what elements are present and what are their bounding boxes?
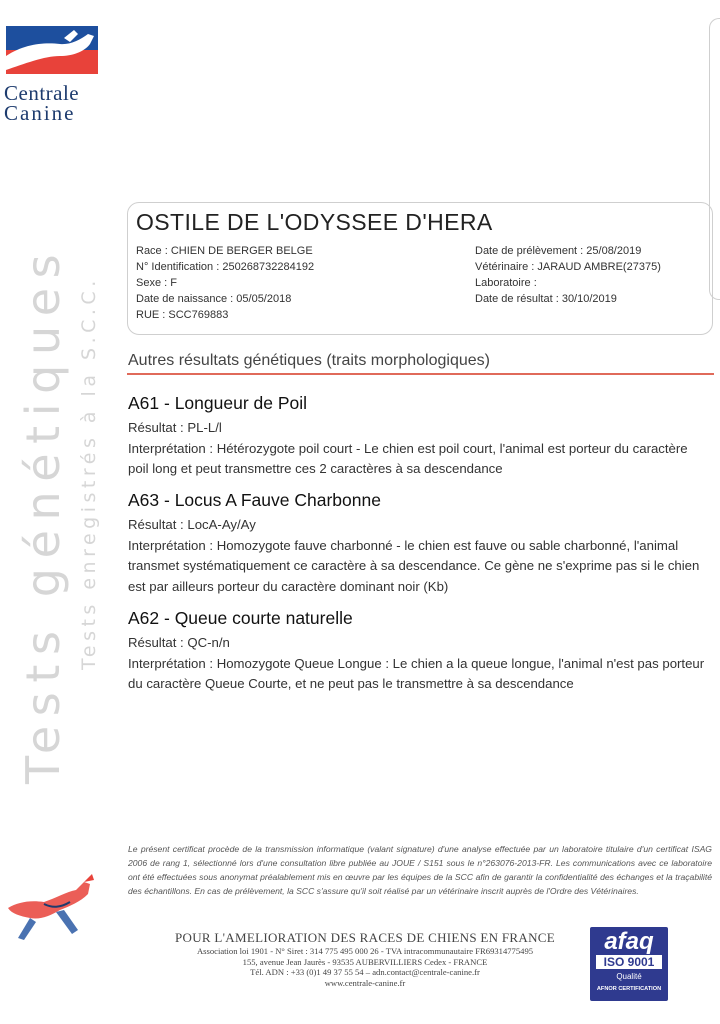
- test-result: Résultat : LocA-Ay/Ay: [128, 517, 256, 532]
- logo-text-canine: Canine: [4, 101, 76, 125]
- test-result: Résultat : PL-L/l: [128, 420, 222, 435]
- footer-address: [140, 930, 590, 988]
- info-sexe: Sexe : F: [136, 277, 177, 289]
- info-veterinaire: Vétérinaire : JARAUD AMBRE(27375): [475, 261, 661, 273]
- legal-disclaimer: Le présent certificat procède de la transmission informatique (valant signature) d'une analyse effectuée par un laboratoire titulaire d'un certificat ISAG 2006 de rang 1, sélectionné lors d'une consultation libre publiée au JOUE / S151 sous le n°263076-2013-FR. Les communications avec ce laboratoire ont été effectuées sous anonymat préalablement mis en œuvre par les équipes de la SCC afin de garantir la confidentialité des échanges et la traçabilité des échantillons. En cas de prélèvement, la SCC s'assure qu'il soit réalisé par un vétérinaire inscrit auprès de l'Ordre des Vétérinaires.: [128, 844, 712, 896]
- dog-name: OSTILE DE L'ODYSSEE D'HERA: [136, 209, 493, 235]
- afaq-iso-9001-badge: [590, 927, 668, 1001]
- dog-info-left: [136, 243, 314, 323]
- footer-association: Association loi 1901 - N° Siret : 314 775 495 000 26 - TVA intracommunautaire FR69314775495: [196, 946, 534, 956]
- test-a63: [128, 490, 708, 597]
- section-title: Autres résultats génétiques (traits morphologiques): [128, 352, 490, 369]
- dog-info-right: [475, 243, 661, 307]
- afaq-brand: afaq: [604, 928, 654, 955]
- test-interpretation: Interprétation : Homozygote fauve charbonné - le chien est fauve ou sable charbonné, l'animal transmet systématiquement ce caractère à sa descendance. Ce gène ne s'exprime pas si le chien est par ailleurs porteur du caractère dominant noir (Kb): [128, 537, 700, 594]
- footer-title: POUR L'AMELIORATION DES RACES DE CHIENS EN FRANCE: [175, 930, 555, 945]
- test-result: Résultat : QC-n/n: [128, 635, 230, 650]
- info-rue: RUE : SCC769883: [136, 309, 229, 321]
- info-identification: N° Identification : 250268732284192: [136, 261, 315, 273]
- test-title: A63 - Locus A Fauve Charbonne: [128, 490, 381, 510]
- afaq-quality: Qualité: [616, 972, 642, 981]
- dog-head-logo-icon: [4, 24, 100, 76]
- test-a61: [128, 393, 708, 480]
- section-divider: [127, 373, 714, 375]
- vertical-subtitle-tests-enregistres: Tests enregistrés à la S.C.C.: [78, 276, 100, 670]
- afaq-cert: ISO 9001: [596, 955, 662, 969]
- info-laboratoire: Laboratoire :: [475, 277, 537, 289]
- dog-info-box: [127, 202, 713, 335]
- footer-contact: Tél. ADN : +33 (0)1 49 37 55 54 – adn.contact@centrale-canine.fr: [250, 967, 480, 977]
- info-date-naissance: Date de naissance : 05/05/2018: [136, 293, 292, 305]
- vertical-title-tests-genetiques: Tests génétiques: [16, 244, 70, 784]
- footer-address-line: 155, avenue Jean Jaurès - 93535 AUBERVILLIERS Cedex - FRANCE: [242, 956, 488, 967]
- running-dog-illustration-icon: [0, 868, 108, 946]
- footer-website: www.centrale-canine.fr: [324, 977, 406, 988]
- logo-text-centrale: Centrale: [4, 81, 80, 105]
- test-a62: [128, 608, 708, 695]
- info-race: Race : CHIEN DE BERGER BELGE: [136, 245, 313, 257]
- test-title: A61 - Longueur de Poil: [128, 393, 308, 413]
- test-interpretation: Interprétation : Homozygote Queue Longue : Le chien a la queue longue, l'animal n'est pas porteur du caractère Queue Courte, et ne peut pas le transmettre à sa descendance: [128, 655, 705, 691]
- afaq-org: AFNOR CERTIFICATION: [596, 986, 662, 992]
- centrale-canine-logo: [4, 24, 104, 123]
- test-title: A62 - Queue courte naturelle: [128, 608, 353, 628]
- test-interpretation: Interprétation : Hétérozygote poil court - Le chien est poil court, l'animal est porteur du caractère poil long et peut transmettre ces 2 caractères à sa descendance: [128, 440, 688, 476]
- info-date-resultat: Date de résultat : 30/10/2019: [475, 293, 617, 305]
- info-date-prelevement: Date de prélèvement : 25/08/2019: [475, 245, 642, 257]
